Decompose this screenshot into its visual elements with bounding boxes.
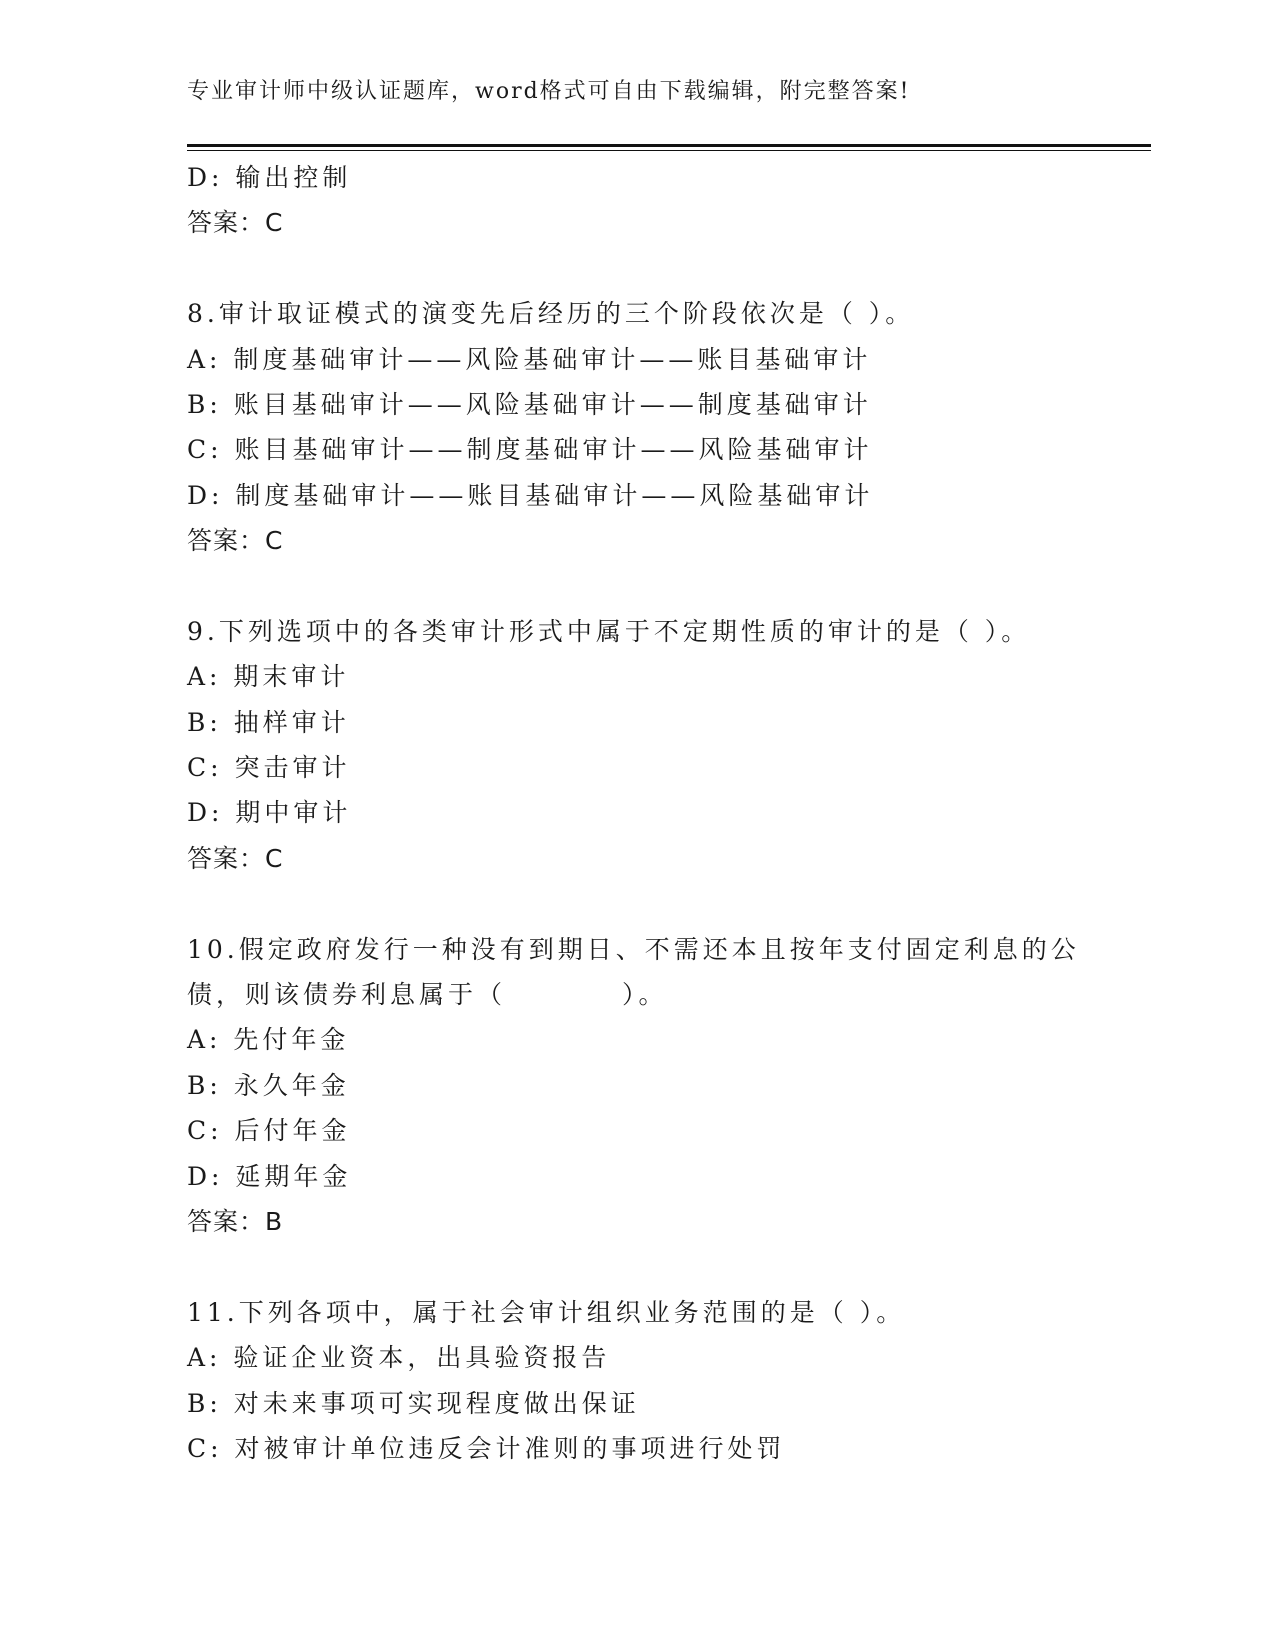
option-b-q8: B: 账目基础审计——风险基础审计——制度基础审计 (187, 389, 872, 419)
answer-q10: 答案：B (187, 1206, 284, 1236)
option-d-q7: D: 输出控制 (187, 163, 352, 192)
option-c-q8: C: 账目基础审计——制度基础审计——风险基础审计 (187, 435, 873, 465)
option-b-q10: B: 永久年金 (187, 1070, 350, 1100)
header-rule-thin (187, 150, 1151, 151)
answer-q7: 答案：C (187, 208, 284, 238)
spacer (187, 246, 1127, 291)
option-a-q11: A: 验证企业资本，出具验资报告 (187, 1343, 611, 1373)
answer-q9: 答案：C (187, 843, 284, 873)
option-a-q10: A: 先付年金 (187, 1025, 350, 1055)
spacer (187, 1244, 1127, 1289)
option-c-q11: C: 对被审计单位违反会计准则的事项进行处罚 (187, 1433, 786, 1463)
question-10-line-2: 债，则该债券利息属于（ ）。 (187, 980, 668, 1010)
option-c-q9: C: 突击审计 (187, 753, 351, 783)
option-b-q9: B: 抽样审计 (187, 707, 350, 737)
header-rule-thick (187, 144, 1151, 147)
answer-q8: 答案：C (187, 526, 284, 556)
spacer (187, 881, 1127, 926)
option-a-q9: A: 期末审计 (187, 662, 350, 692)
option-b-q11: B: 对未来事项可实现程度做出保证 (187, 1388, 640, 1418)
option-c-q10: C: 后付年金 (187, 1116, 351, 1146)
question-content (187, 155, 1127, 1471)
option-d-q8: D: 制度基础审计——账目基础审计——风险基础审计 (187, 480, 874, 510)
spacer (187, 564, 1127, 609)
question-9: 9.下列选项中的各类审计形式中属于不定期性质的审计的是（ ）。 (187, 616, 1031, 646)
page-header: 专业审计师中级认证题库，word格式可自由下载编辑，附完整答案! (187, 79, 911, 104)
question-8: 8.审计取证模式的演变先后经历的三个阶段依次是（ ）。 (187, 299, 915, 329)
option-a-q8: A: 制度基础审计——风险基础审计——账目基础审计 (187, 344, 872, 374)
option-d-q9: D: 期中审计 (187, 798, 352, 828)
question-10-line-1: 10.假定政府发行一种没有到期日、不需还本且按年支付固定利息的公 (187, 934, 1080, 964)
option-d-q10: D: 延期年金 (187, 1161, 352, 1191)
question-11: 11.下列各项中，属于社会审计组织业务范围的是（ ）。 (187, 1297, 906, 1327)
